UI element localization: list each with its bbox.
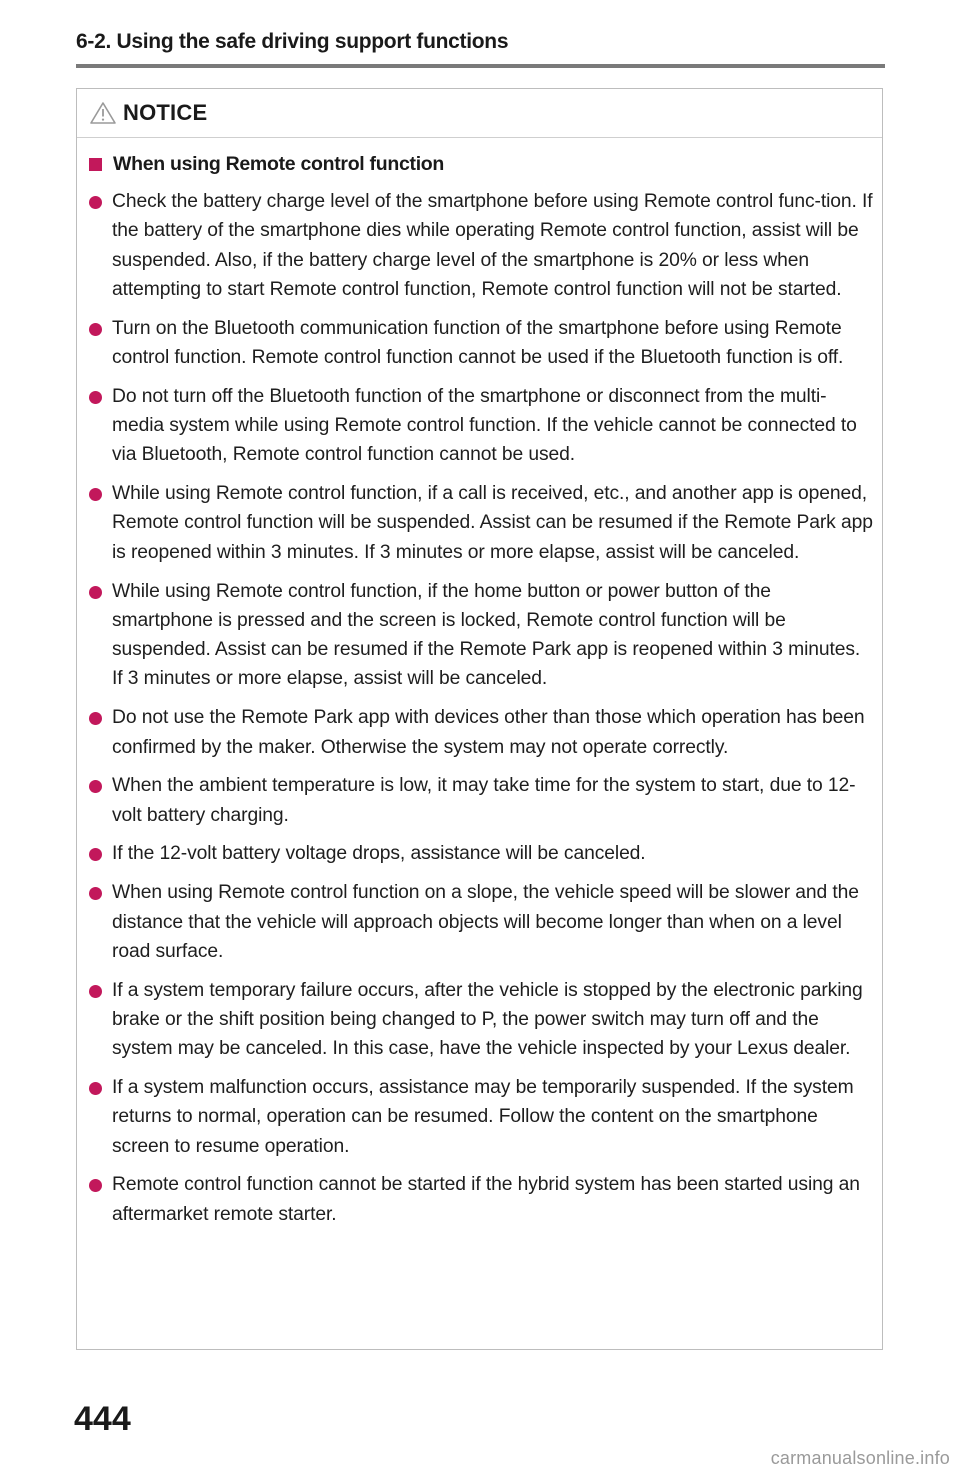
list-item [89, 839, 874, 868]
list-item [89, 1170, 874, 1229]
list-item [89, 314, 874, 373]
notice-box [76, 88, 883, 1350]
list-item-text: When using Remote control function on a slope, the vehicle speed will be slower and the distance that the vehicle will approach objects will become longer than when on a level road surface. [112, 882, 859, 962]
circle-bullet-icon [89, 1082, 102, 1095]
list-item-text: If a system temporary failure occurs, after the vehicle is stopped by the electronic parking brake or the shift position being changed to P, the power switch may turn off and the system may be canceled. In this case, have the vehicle inspected by your Lexus dealer. [112, 979, 863, 1060]
list-item-text: Remote control function cannot be started if the hybrid system has been started using an aftermarket remote starter. [112, 1174, 860, 1225]
circle-bullet-icon [89, 196, 102, 209]
header-divider [76, 64, 885, 68]
notice-header [77, 89, 882, 138]
circle-bullet-icon [89, 323, 102, 336]
square-bullet-icon [89, 158, 102, 171]
circle-bullet-icon [89, 391, 102, 404]
circle-bullet-icon [89, 780, 102, 793]
list-item-text: Check the battery charge level of the smartphone before using Remote control func-tion. If the battery of the smartphone dies while operating Remote control function, assist will be suspended. Also, if the battery charge level of the smartphone is 20% or less when attempting to start Remote control function, Remote control function will not be started. [112, 191, 873, 300]
list-item [89, 771, 874, 830]
list-item [89, 577, 874, 694]
circle-bullet-icon [89, 985, 102, 998]
list-item [89, 878, 874, 966]
list-item-text: While using Remote control function, if the home button or power button of the smartphone is pressed and the screen is locked, Remote control function will be suspended. Assist can be resumed if the Remote Park app is reopened within 3 minutes. If 3 minutes or more elapse, assist will be canceled. [112, 580, 861, 690]
list-item-text: If a system malfunction occurs, assistance may be temporarily suspended. If the system returns to normal, operation can be resumed. Follow the content on the smartphone screen to resume operation. [112, 1077, 854, 1157]
page-number: 444 [74, 1400, 131, 1438]
list-item [89, 976, 874, 1064]
list-item-text: Turn on the Bluetooth communication function of the smartphone before using Remote control function. Remote control function cannot be used if the Bluetooth function is off. [112, 317, 844, 368]
warning-triangle-icon [89, 101, 117, 125]
circle-bullet-icon [89, 712, 102, 725]
watermark-text: carmanualsonline.info [770, 1448, 950, 1468]
list-item-text: Do not use the Remote Park app with devices other than those which operation has been confirmed by the maker. Otherwise the system may not operate correctly. [112, 707, 865, 758]
list-item-text: Do not turn off the Bluetooth function of the smartphone or disconnect from the multi-media system while using Remote control function. If the vehicle cannot be connected to via Bluetooth, Remote control function cannot be used. [112, 385, 857, 466]
notice-list [77, 187, 882, 1229]
list-item-text: When the ambient temperature is low, it may take time for the system to start, due to 12-volt battery charging. [112, 775, 856, 826]
list-item-text: While using Remote control function, if a call is received, etc., and another app is opened, Remote control function will be suspended. Assist can be resumed if the Remote Park app is reopened within 3 minutes. If 3 minutes or more elapse, assist will be canceled. [112, 483, 873, 563]
list-item [89, 1073, 874, 1161]
list-item [89, 479, 874, 567]
list-item [89, 187, 874, 304]
circle-bullet-icon [89, 488, 102, 501]
circle-bullet-icon [89, 887, 102, 900]
list-item [89, 382, 874, 470]
subheading-text: When using Remote control function [113, 152, 445, 175]
list-item [89, 703, 874, 762]
notice-subheading [89, 152, 882, 176]
circle-bullet-icon [89, 586, 102, 599]
section-title: 6-2. Using the safe driving support functions [76, 30, 509, 53]
notice-title: NOTICE [123, 100, 208, 125]
circle-bullet-icon [89, 1179, 102, 1192]
circle-bullet-icon [89, 848, 102, 861]
list-item-text: If the 12-volt battery voltage drops, assistance will be canceled. [112, 843, 646, 865]
